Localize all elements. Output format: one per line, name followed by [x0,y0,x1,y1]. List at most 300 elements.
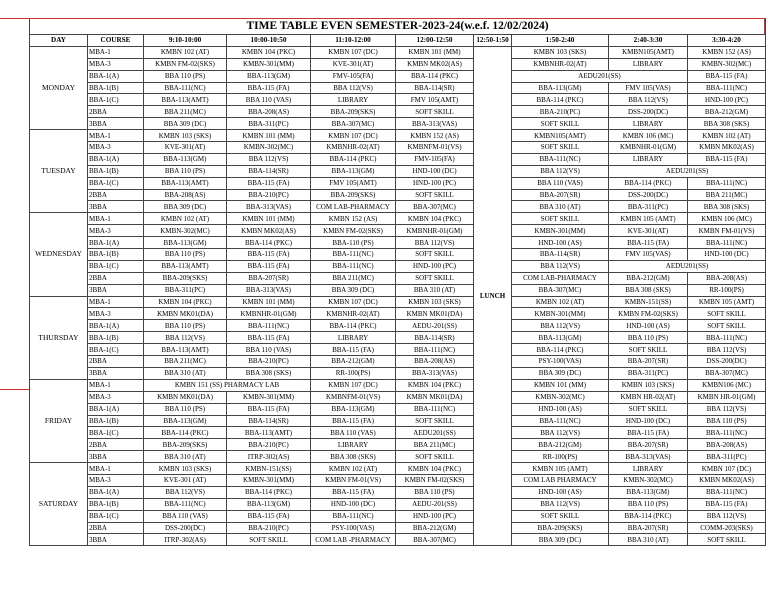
class-cell: RR-100(PS) [512,451,609,463]
class-cell: KMBN 105 (AMT) [512,463,609,475]
class-cell: LIBRARY [609,463,688,475]
class-cell: BBA-111(NC) [144,498,227,510]
column-header: DAY [30,35,88,47]
class-cell: KMBN 105 (AMT) [609,213,688,225]
class-cell: KMBN MK02(AS) [688,142,766,154]
class-cell: AEDU201(SS) [396,427,474,439]
class-cell: BBA-113(GM) [227,498,311,510]
class-cell: KMBN 104 (PKC) [396,379,474,391]
class-cell: BBA-115 (FA) [227,82,311,94]
class-cell: LIBRARY [609,118,688,130]
table-row [30,344,766,356]
class-cell: KMBN 103 (SKS) [144,130,227,142]
class-cell: KMBNFM-01(VS) [311,391,396,403]
day-label: FRIDAY [30,379,88,462]
class-cell: BBA 110 (VAS) [512,177,609,189]
class-cell: LIBRARY [311,439,396,451]
class-cell: DSS-200(DC) [688,356,766,368]
table-row [30,70,766,82]
table-row [30,367,766,379]
class-cell: BBA 310 (AT) [144,367,227,379]
class-cell: BBA-313(VAS) [396,367,474,379]
course-cell: MBA-1 [88,130,144,142]
class-cell: SOFT SKILL [609,403,688,415]
class-cell: BBA-113(AMT) [144,344,227,356]
course-cell: 3BBA [88,367,144,379]
class-cell: BBA-115 (FA) [688,70,766,82]
class-cell: BBA-313(VAS) [396,118,474,130]
class-cell: BBA-113(AMT) [144,94,227,106]
class-cell: LIBRARY [609,58,688,70]
course-cell: BBA-1(A) [88,486,144,498]
class-cell: KMBN 101 (MM) [227,130,311,142]
class-cell: BBA-111(NC) [311,260,396,272]
class-cell: KMBN-302(MC) [609,474,688,486]
class-cell: BBA 112(VS) [688,510,766,522]
class-cell: KMBN 107 (DC) [311,46,396,58]
class-cell: BBA-114 (PKC) [396,70,474,82]
class-cell: BBA 309 (DC) [512,534,609,546]
class-cell: KMBN MK02(AS) [688,474,766,486]
class-cell: SOFT SKILL [688,534,766,546]
class-cell: COM LAB-PHARMACY [512,272,609,284]
course-cell: MBA-3 [88,58,144,70]
class-cell: BBA 112(VS) [311,82,396,94]
class-cell: KMBN FM-02(SKS) [144,58,227,70]
class-cell: BBA-311(PC) [609,367,688,379]
table-row [30,46,766,58]
class-cell: HND-100 (PC) [688,94,766,106]
class-cell: BBA-208(AS) [688,439,766,451]
class-cell: BBA-115 (FA) [227,260,311,272]
course-cell: BBA-1(C) [88,94,144,106]
table-row [30,177,766,189]
class-cell: PSY-100(VAS) [311,522,396,534]
class-cell: AEDU201(SS) [512,70,688,82]
class-cell: BBA-208(AS) [688,272,766,284]
class-cell: BBA-212(GM) [396,522,474,534]
class-cell: SOFT SKILL [396,189,474,201]
class-cell: BBA-113(GM) [311,403,396,415]
course-cell: 2BBA [88,189,144,201]
class-cell: BBA-113(AMT) [227,427,311,439]
day-label: TUESDAY [30,130,88,213]
class-cell: FMV 105(VAS) [609,82,688,94]
class-cell: BBA-115 (FA) [311,344,396,356]
table-row [30,118,766,130]
table-row [30,427,766,439]
class-cell: KMBN 102 (AT) [688,130,766,142]
table-row [30,260,766,272]
class-cell: BBA-115 (FA) [688,498,766,510]
class-cell: BBA-114 (PKC) [227,486,311,498]
class-cell: BBA-115 (FA) [609,237,688,249]
course-cell: BBA-1(A) [88,153,144,165]
class-cell: COM LAB-PHARMACY [311,201,396,213]
column-header: 12:50-1:50 [474,35,512,47]
class-cell: SOFT SKILL [688,308,766,320]
class-cell: KMBN-302(MC) [512,391,609,403]
class-cell: BBA-114(SR) [396,332,474,344]
class-cell: BBA-114(SR) [396,82,474,94]
class-cell: BBA-114 (PKC) [144,427,227,439]
class-cell: BBA-113(GM) [311,165,396,177]
class-cell: KMBN-301(MM) [227,391,311,403]
class-cell: BBA-111(NC) [688,82,766,94]
course-cell: BBA-1(B) [88,415,144,427]
table-row [30,189,766,201]
class-cell: BBA 308 (SKS) [688,118,766,130]
red-rule-right [764,18,765,34]
class-cell: KMBN 101 (MM) [227,296,311,308]
class-cell: BBA-212(GM) [688,106,766,118]
class-cell: KMBN 103 (SKS) [144,463,227,475]
class-cell: HND-100 (PC) [396,177,474,189]
class-cell: BBA 310 (AT) [609,534,688,546]
column-header: COURSE [88,35,144,47]
class-cell: BBA 211(MC) [144,356,227,368]
class-cell: BBA-113(GM) [144,237,227,249]
class-cell: BBA 112(VS) [512,260,609,272]
course-cell: BBA-1(A) [88,403,144,415]
class-cell: BBA-210(PC) [227,356,311,368]
class-cell: KMBN HR-01(GM) [688,391,766,403]
class-cell: KMBN-301(MM) [227,58,311,70]
class-cell: BBA-111(NC) [688,177,766,189]
class-cell: BBA-111(NC) [512,153,609,165]
day-label: WEDNESDAY [30,213,88,296]
class-cell: KMBN 107 (DC) [311,130,396,142]
class-cell: KMBN 104 (PKC) [227,46,311,58]
course-cell: MBA-1 [88,46,144,58]
class-cell: BBA 110 (PS) [144,165,227,177]
class-cell: BBA-111(NC) [311,510,396,522]
class-cell: KMBN 103 (SKS) [512,46,609,58]
class-cell: KMBN 103 (SKS) [609,379,688,391]
class-cell: KMBN105(AMT) [512,130,609,142]
course-cell: BBA-1(B) [88,165,144,177]
class-cell: KMBN 107 (DC) [311,296,396,308]
table-row [30,130,766,142]
class-cell: COM LAB PHARMACY [512,474,609,486]
class-cell: KVE-301(AT) [144,142,227,154]
class-cell: BBA-311(PC) [227,118,311,130]
class-cell: BBA 110 (PS) [396,486,474,498]
class-cell: BBA-111(NC) [396,403,474,415]
class-cell: BBA-111(NC) [688,237,766,249]
class-cell: KMBN MK02(AS) [396,58,474,70]
class-cell: BBA 110 (PS) [609,332,688,344]
class-cell: SOFT SKILL [396,415,474,427]
class-cell: BBA 309 (DC) [512,367,609,379]
class-cell: BBA-114 (PKC) [311,153,396,165]
class-cell: HND-100 (PC) [396,260,474,272]
class-cell: BBA-111(NC) [227,320,311,332]
class-cell: HND-100 (AS) [512,237,609,249]
table-row [30,82,766,94]
class-cell: BBA-115 (FA) [227,177,311,189]
class-cell: BBA-113(GM) [144,153,227,165]
class-cell: BBA 211(MC) [688,189,766,201]
lunch-column: LUNCH [474,46,512,545]
class-cell: HND-100 (DC) [688,249,766,261]
table-row [30,439,766,451]
class-cell: HND-100 (PC) [396,510,474,522]
class-cell: BBA-209(SKS) [311,189,396,201]
class-cell: FMV-105(FA) [396,153,474,165]
class-cell: RR-100(PS) [688,284,766,296]
class-cell: BBA-115 (FA) [688,153,766,165]
class-cell: BBA-208(AS) [144,189,227,201]
red-rule-left [0,18,29,19]
class-cell: SOFT SKILL [512,510,609,522]
class-cell: HND-100 (AS) [512,403,609,415]
class-cell: SOFT SKILL [609,344,688,356]
course-cell: BBA-1(A) [88,320,144,332]
class-cell: BBA-114 (PKC) [512,344,609,356]
day-label: THURSDAY [30,296,88,379]
class-cell: BBA-111(NC) [688,332,766,344]
course-cell: 2BBA [88,439,144,451]
timetable-body [30,46,766,545]
day-label: SATURDAY [30,463,88,546]
class-cell: KMBN MK01(DA) [144,391,227,403]
table-row [30,510,766,522]
class-cell: BBA 112(VS) [609,94,688,106]
table-row [30,308,766,320]
class-cell: KMBN FM-02(SKS) [609,308,688,320]
class-cell: BBA-111(NC) [311,249,396,261]
table-row [30,58,766,70]
class-cell: KMBN FM-01(VS) [311,474,396,486]
class-cell: BBA-207(SR) [609,522,688,534]
class-cell: BBA-212(GM) [609,272,688,284]
class-cell: BBA-111(NC) [512,415,609,427]
class-cell: BBA-113(GM) [609,486,688,498]
course-cell: MBA-1 [88,213,144,225]
class-cell: HND-100 (DC) [609,415,688,427]
class-cell: BBA 110 (PS) [688,415,766,427]
class-cell: DSS-200(DC) [144,522,227,534]
class-cell: DSS-200(DC) [609,106,688,118]
class-cell: KMBN 107 (DC) [311,379,396,391]
class-cell: BBA-115 (FA) [227,510,311,522]
table-row [30,463,766,475]
class-cell: BBA-207(SR) [227,272,311,284]
table-row [30,320,766,332]
class-cell: BBA 110 (PS) [144,249,227,261]
class-cell: FMV 105(AMT) [311,177,396,189]
course-cell: BBA-1(B) [88,332,144,344]
class-cell: BBA-311(PC) [688,451,766,463]
class-cell: BBA 112(VS) [144,332,227,344]
class-cell: BBA-115 (FA) [311,415,396,427]
table-row [30,94,766,106]
class-cell: KVE-301 (AT) [144,474,227,486]
class-cell: SOFT SKILL [688,320,766,332]
class-cell: DSS-200(DC) [609,189,688,201]
class-cell: KMBN 102 (AT) [144,213,227,225]
class-cell: BBA-209(SKS) [144,272,227,284]
class-cell: BBA 308 (SKS) [227,367,311,379]
table-row [30,225,766,237]
class-cell: BBA-210(PC) [227,522,311,534]
table-row [30,498,766,510]
class-cell: RR-100(PS) [311,367,396,379]
course-cell: MBA-3 [88,308,144,320]
class-cell: BBA-115 (FA) [227,249,311,261]
class-cell: KMBN-301(MM) [227,474,311,486]
class-cell: KMBN 102 (AT) [144,46,227,58]
class-cell: BBA-114(SR) [512,249,609,261]
class-cell: BBA 110 (VAS) [311,427,396,439]
class-cell: BBA-114(SR) [227,415,311,427]
course-cell: BBA-1(B) [88,82,144,94]
class-cell: BBA 112(VS) [144,486,227,498]
class-cell: PSY-100(VAS) [512,356,609,368]
class-cell: KMBN-302(MC) [144,225,227,237]
course-cell: BBA-1(A) [88,70,144,82]
class-cell: BBA-114 (PKC) [311,320,396,332]
class-cell: BBA-311(PC) [144,284,227,296]
course-cell: 2BBA [88,356,144,368]
day-label: MONDAY [30,46,88,129]
class-cell: BBA-207(SR) [609,439,688,451]
table-row [30,249,766,261]
class-cell: KMBN 102 (AT) [311,463,396,475]
class-cell: BBA-113(GM) [227,70,311,82]
class-cell: BBA-307(MC) [396,534,474,546]
class-cell: BBA 309 (DC) [144,118,227,130]
class-cell: KMBN 101 (MM) [396,46,474,58]
class-cell: BBA-210(PC) [227,189,311,201]
class-cell: KMBN 106 (MC) [688,213,766,225]
class-cell: BBA-210(PC) [227,439,311,451]
class-cell: HND-100 (DC) [396,165,474,177]
class-cell: KMBNHR-01(GM) [396,225,474,237]
class-cell: BBA-311(PC) [609,201,688,213]
column-header: 11:10-12:00 [311,35,396,47]
class-cell: AEDU-201(SS) [396,498,474,510]
class-cell: BBA 112(VS) [688,344,766,356]
class-cell: KMBN-151(SS) [609,296,688,308]
class-cell: BBA-114(SR) [227,165,311,177]
class-cell: SOFT SKILL [512,142,609,154]
class-cell: BBA 211(MC) [396,439,474,451]
class-cell: BBA-209(SKS) [311,106,396,118]
class-cell: FMV 105(AMT) [396,94,474,106]
class-cell: BBA-115 (FA) [227,403,311,415]
class-cell: SOFT SKILL [227,534,311,546]
class-cell: FMV 105(VAS) [609,249,688,261]
class-cell: LIBRARY [311,332,396,344]
class-cell: BBA 309 (DC) [311,284,396,296]
class-cell: BBA-114 (PKC) [227,237,311,249]
class-cell: FMV-105(FA) [311,70,396,82]
class-cell: BBA-209(SKS) [512,522,609,534]
class-cell: BBA 308 (SKS) [311,451,396,463]
table-row [30,486,766,498]
class-cell: KMBN 152 (AS) [311,213,396,225]
class-cell: KMBN 102 (AT) [512,296,609,308]
class-cell: BBA-209(SKS) [144,439,227,451]
class-cell: LIBRARY [311,94,396,106]
course-cell: BBA-1(C) [88,260,144,272]
class-cell: KMBNHR-01(GM) [609,142,688,154]
column-header: 12:00-12:50 [396,35,474,47]
class-cell: BBA 112(VS) [227,153,311,165]
class-cell: BBA 110 (VAS) [144,510,227,522]
column-header: 9:10-10:00 [144,35,227,47]
class-cell: BBA-307(MC) [512,284,609,296]
class-cell: BBA 112(VS) [512,498,609,510]
class-cell: KMBN 152 (AS) [396,130,474,142]
class-cell: KMBN MK01(DA) [396,391,474,403]
class-cell: BBA-110 (PS) [311,237,396,249]
class-cell: KVE-301(AT) [311,58,396,70]
class-cell: BBA-114 (PKC) [609,510,688,522]
class-cell: SOFT SKILL [396,272,474,284]
class-cell: BBA 211(MC) [311,272,396,284]
course-cell: BBA-1(B) [88,249,144,261]
class-cell: KMBN 104 (PKC) [396,463,474,475]
table-row [30,379,766,391]
course-cell: BBA-1(C) [88,344,144,356]
timetable-title: TIME TABLE EVEN SEMESTER-2023-24(w.e.f. 12/02/2024) [30,19,766,35]
course-cell: BBA-1(A) [88,237,144,249]
column-header: 2:40-3:30 [609,35,688,47]
class-cell: SOFT SKILL [512,118,609,130]
class-cell: KMBN 101 (MM) [512,379,609,391]
class-cell: KMBN-302(MC) [688,58,766,70]
class-cell: BBA 110 (PS) [144,70,227,82]
course-cell: 2BBA [88,522,144,534]
class-cell: BBA 112(VS) [512,320,609,332]
class-cell: BBA 112(VS) [512,165,609,177]
class-cell: BBA 308 (SKS) [609,284,688,296]
course-cell: 3BBA [88,201,144,213]
class-cell: BBA 310 (AT) [512,201,609,213]
class-cell: KMBN106 (MC) [688,379,766,391]
class-cell: BBA 310 (AT) [144,451,227,463]
table-row [30,106,766,118]
class-cell: BBA-207(SR) [512,189,609,201]
class-cell: BBA-115 (FA) [609,427,688,439]
table-row [30,201,766,213]
class-cell: KMBNHR-01(GM) [227,308,311,320]
class-cell: KMBNHR-02(AT) [311,308,396,320]
class-cell: BBA-114 (PKC) [609,177,688,189]
class-cell: KMBN 103 (SKS) [396,296,474,308]
table-row [30,153,766,165]
class-cell: KVE-301(AT) [609,225,688,237]
course-cell: 2BBA [88,272,144,284]
class-cell: AEDU201(SS) [609,260,766,272]
table-row [30,213,766,225]
red-divider-friday [0,389,30,390]
class-cell: HND-100 (AS) [609,320,688,332]
class-cell: KMBN FM-02(SKS) [396,474,474,486]
class-cell: ITRP-302(AS) [144,534,227,546]
class-cell: BBA 310 (AT) [396,284,474,296]
table-row [30,534,766,546]
class-cell: BBA-115 (FA) [311,486,396,498]
class-cell: KMBN MK02(AS) [227,225,311,237]
table-row [30,272,766,284]
table-row [30,356,766,368]
class-cell: KMBNHR-02(AT) [311,142,396,154]
class-cell: SOFT SKILL [396,106,474,118]
